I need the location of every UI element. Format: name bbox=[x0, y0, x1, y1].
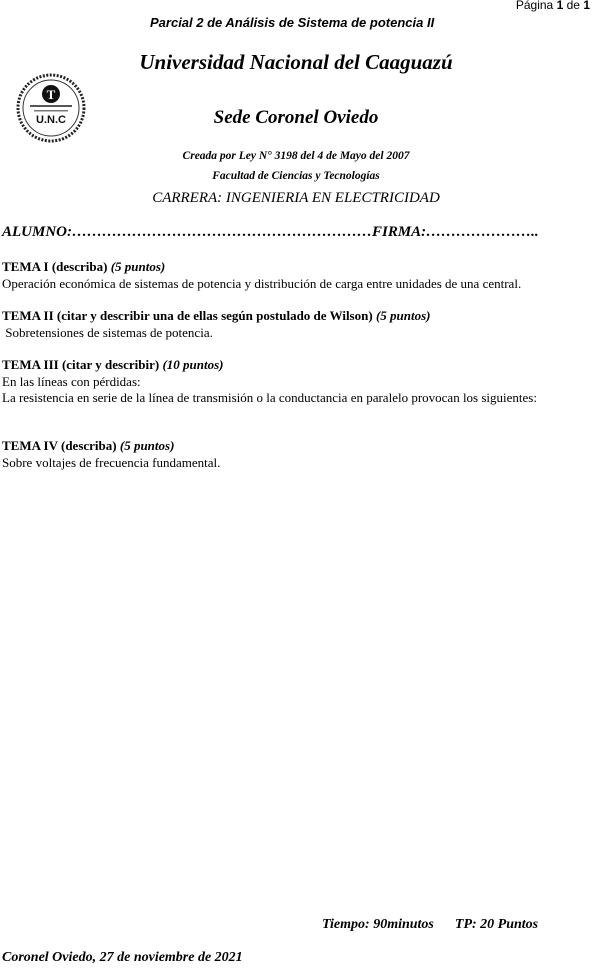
topic-4-text: Sobre voltajes de frecuencia fundamental. bbox=[2, 455, 221, 470]
exam-time: Tiempo: 90minutos bbox=[322, 917, 434, 932]
topic-3-heading: TEMA III (citar y describir) bbox=[2, 357, 160, 372]
place-date: Coronel Oviedo, 27 de noviembre de 2021 bbox=[2, 950, 243, 965]
topic-4-heading: TEMA IV (describa) bbox=[2, 438, 117, 453]
topic-3-text-1: En las líneas con pérdidas: bbox=[2, 374, 141, 389]
topic-1-title bbox=[2, 259, 165, 275]
topic-2-points: (5 puntos) bbox=[375, 308, 431, 323]
topic-2-heading: TEMA II (citar y describir una de ellas según postulado de Wilson) bbox=[2, 308, 373, 323]
topic-4-title bbox=[2, 438, 174, 454]
university-name: Universidad Nacional del Caaguazú bbox=[139, 50, 453, 74]
faculty-name: Facultad de Ciencias y Tecnologías bbox=[212, 170, 380, 182]
page-total: 1 bbox=[583, 0, 590, 12]
topic-1-points: (5 puntos) bbox=[110, 259, 166, 274]
topic-1-heading: TEMA I (describa) bbox=[2, 259, 108, 274]
exam-time-points bbox=[322, 917, 538, 933]
student-signature-line: ALUMNO:……………………………………………………FIRMA:………………….. bbox=[2, 224, 539, 240]
page-current: 1 bbox=[556, 0, 564, 12]
logo-text: U.N.C bbox=[36, 114, 66, 126]
topic-3-points: (10 puntos) bbox=[162, 357, 224, 372]
page-of: de bbox=[566, 0, 580, 12]
course-title: Parcial 2 de Análisis de Sistema de potencia II bbox=[150, 15, 435, 30]
topic-4-points: (5 puntos) bbox=[119, 438, 175, 453]
creation-law: Creada por Ley N° 3198 del 4 de Mayo del 2007 bbox=[182, 150, 410, 162]
topic-2-text: Sobretensiones de sistemas de potencia. bbox=[2, 325, 213, 340]
total-points: TP: 20 Puntos bbox=[454, 917, 539, 932]
logo-letter: T bbox=[46, 87, 56, 102]
career-name: CARRERA: INGENIERIA EN ELECTRICIDAD bbox=[152, 190, 440, 206]
topic-3-title bbox=[2, 357, 223, 373]
topic-2-title bbox=[2, 308, 430, 324]
campus-name: Sede Coronel Oviedo bbox=[213, 107, 379, 128]
page-label: Página bbox=[515, 0, 554, 12]
topic-1-text: Operación económica de sistemas de potencia y distribución de carga entre unidades de una central. bbox=[2, 276, 522, 291]
page-number bbox=[516, 0, 590, 12]
topic-3-text-2: La resistencia en serie de la línea de transmisión o la conductancia en paralelo provocan los siguientes: bbox=[2, 390, 537, 405]
